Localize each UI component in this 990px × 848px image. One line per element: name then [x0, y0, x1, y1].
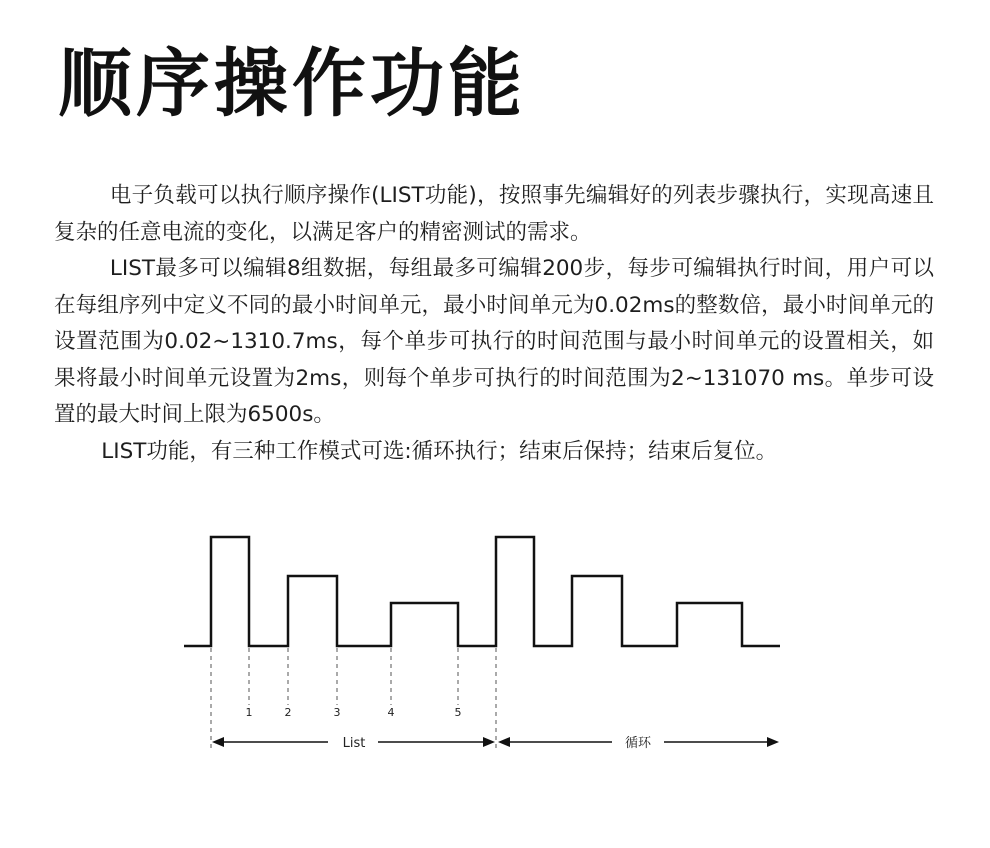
list-arrow-left-head [212, 737, 224, 747]
paragraph-list-capacity: LIST最多可以编辑8组数据，每组最多可编辑200步，每步可编辑执行时间，用户可以在每组序列中定义不同的最小时间单元，最小时间单元为0.02ms的整数倍，最小时间单元的设置范围为0.02~1310.7ms，每个单步可执行的时间范围与最小时间单元的设置相关，如果将最小时间单元设置为2ms，则每个单步可执行的时间范围为2~131070 ms。单步可设置的最大时间上限为6500s。 [54, 256, 934, 427]
page-title: 顺序操作功能 [58, 41, 526, 127]
step-label-5: 5 [454, 706, 462, 719]
list-span-label: List [342, 736, 366, 751]
loop-arrow-right-head [767, 737, 779, 747]
step-markers [211, 648, 496, 748]
loop-arrow-left-head [498, 737, 510, 747]
loop-span-label: 循环 [624, 736, 652, 751]
step-label-2: 2 [284, 706, 292, 719]
step-waveform [184, 537, 780, 646]
step-label-1: 1 [245, 706, 253, 719]
step-label-4: 4 [387, 706, 395, 719]
paragraph-work-modes: LIST功能，有三种工作模式可选:循环执行；结束后保持；结束后复位。 [101, 438, 778, 464]
list-arrow-right-head [483, 737, 495, 747]
paragraph-intro: 电子负载可以执行顺序操作(LIST功能)，按照事先编辑好的列表步骤执行，实现高速且复杂的任意电流的变化，以满足客户的精密测试的需求。 [54, 183, 934, 245]
step-label-3: 3 [333, 706, 341, 719]
